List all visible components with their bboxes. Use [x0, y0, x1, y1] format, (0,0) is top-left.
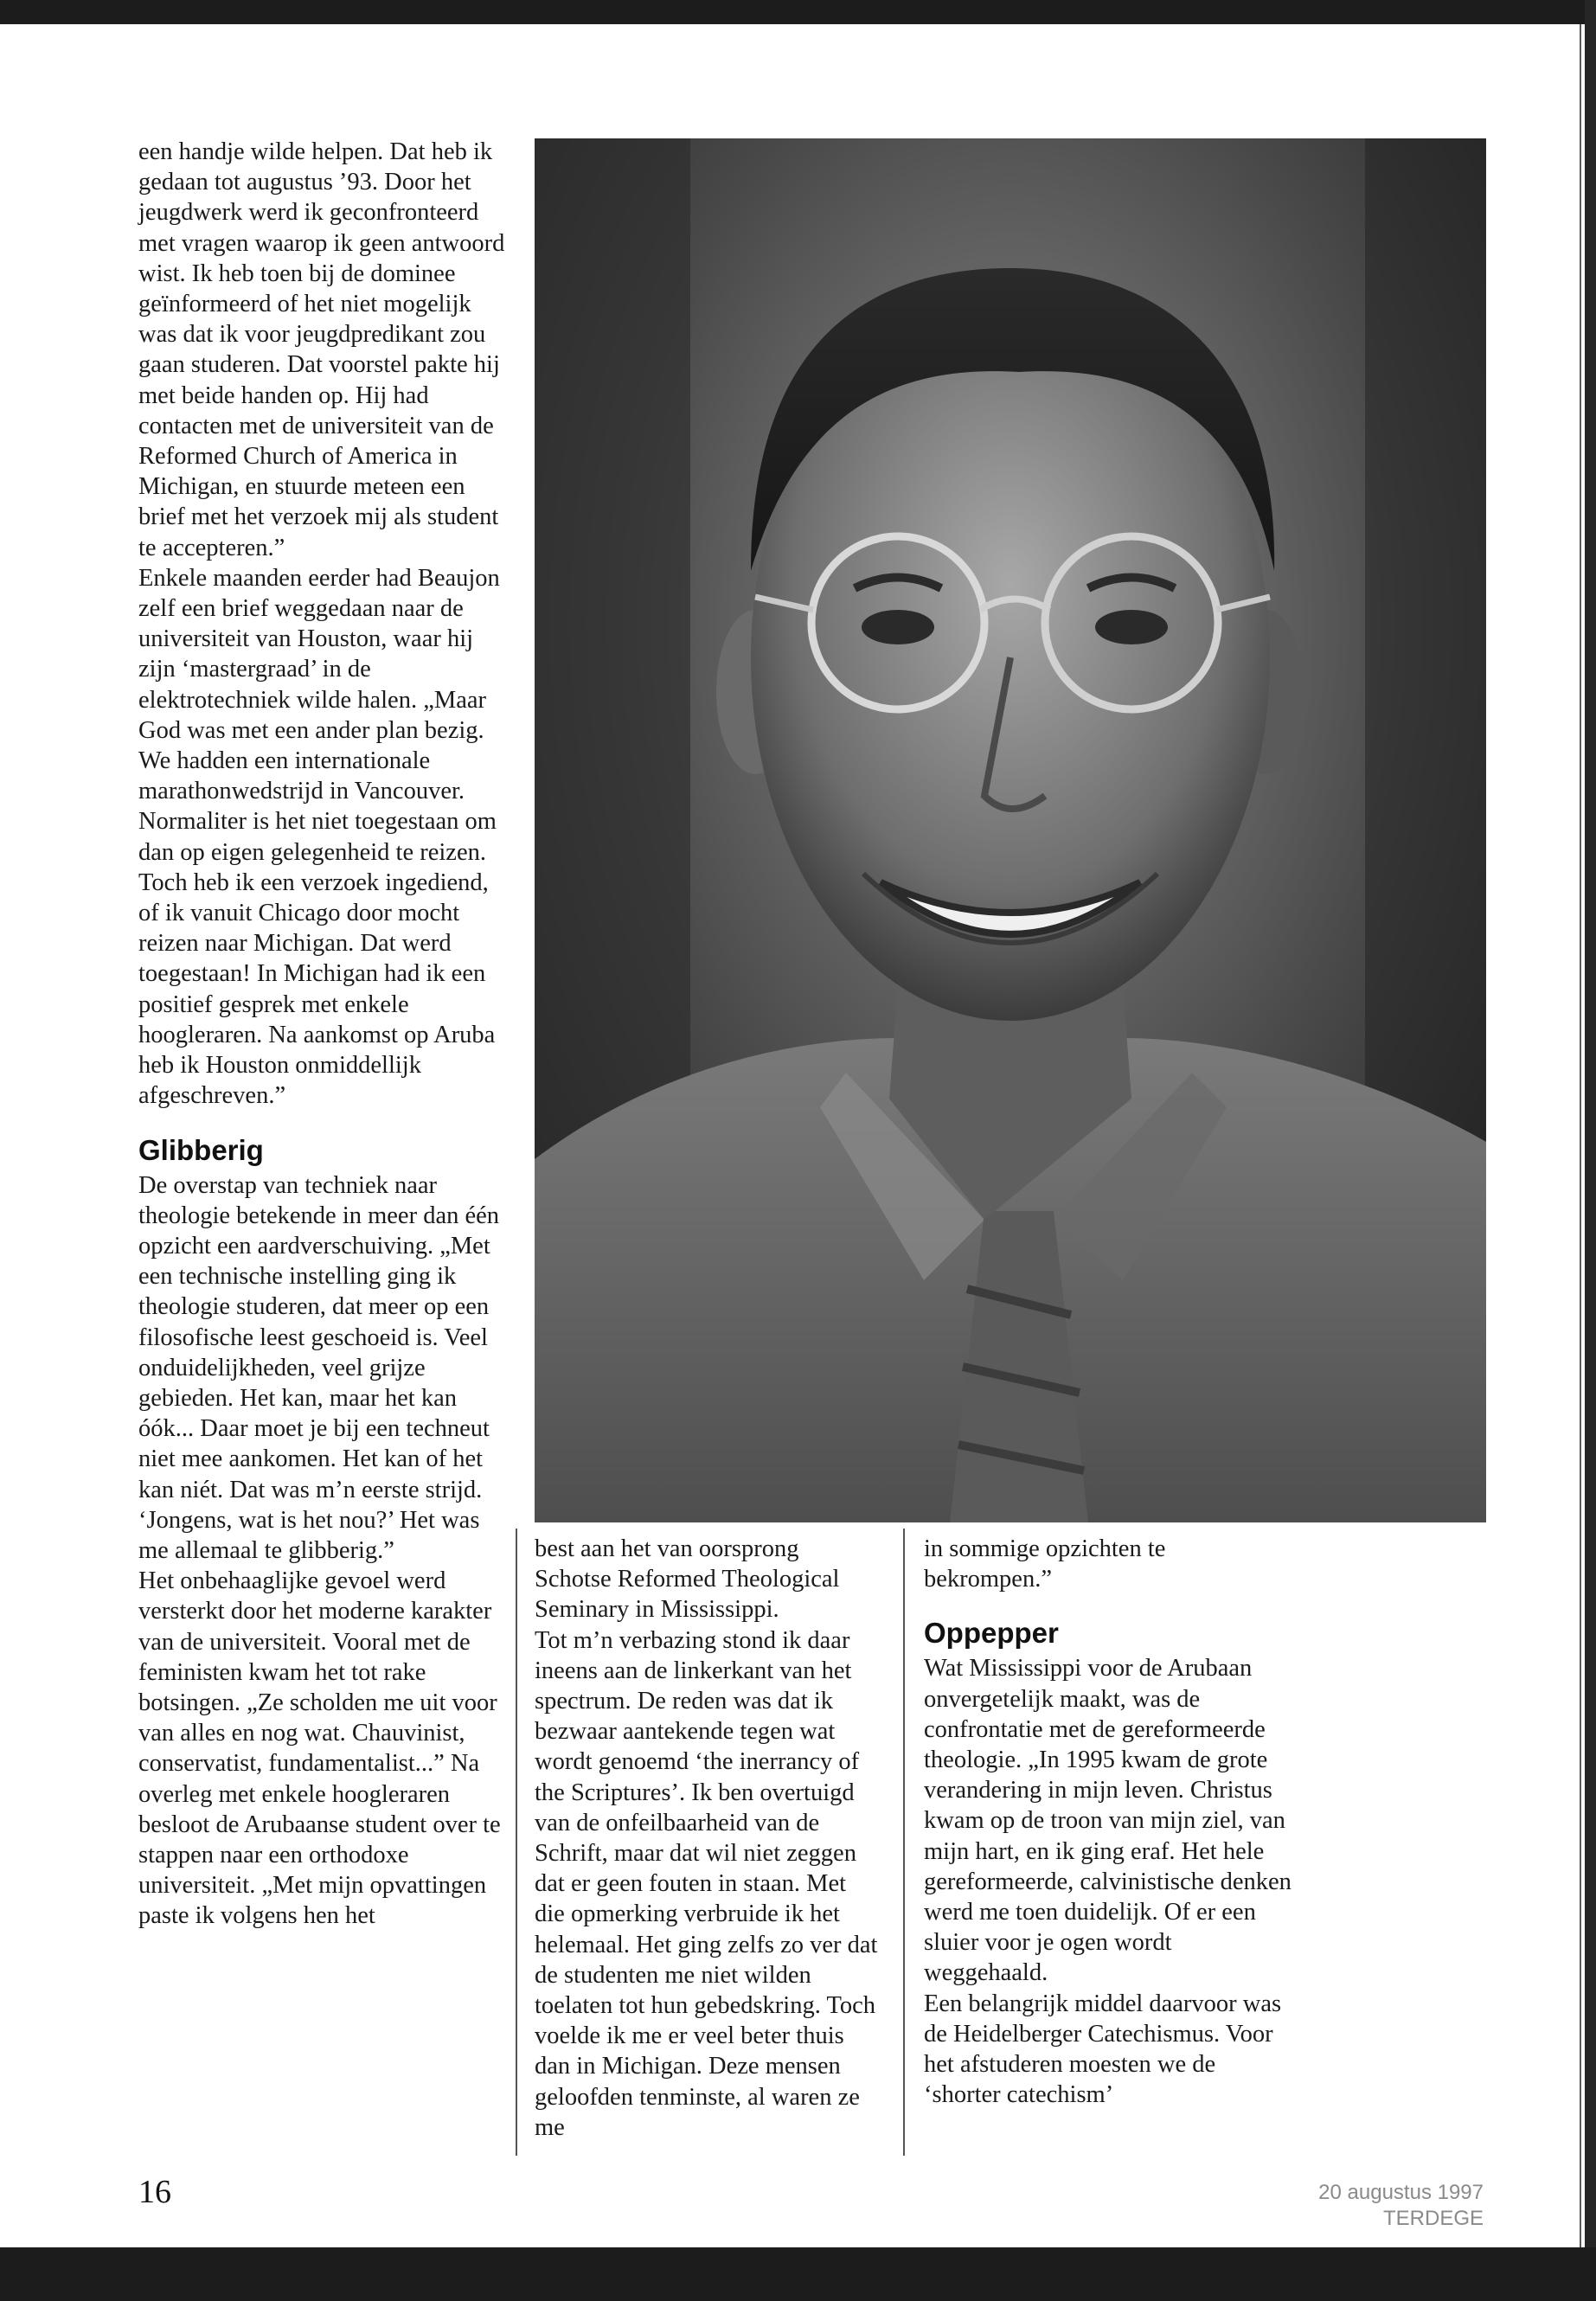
scan-border-bottom — [0, 2247, 1596, 2301]
body-paragraph: Tot m’n verbazing stond ik daar ineens aan de linkerkant van het spectrum. De reden was dat ik bezwaar aantekende tegen wat wordt genoemd ‘the inerrancy of the Scriptures’. Ik ben overtuigd van de onfeilbaarheid van de Schrift, maar dat wil niet zeggen dat er geen fouten in staan. Met die opmerking verbruide ik het helemaal. Het ging zelfs zo ver dat de studenten me niet wilden toelaten tot hun gebedskring. Toch voelde ik me er veel beter thuis dan in Michigan. Deze mensen geloofden tenminste, al waren ze me — [535, 1626, 878, 2141]
body-paragraph: best aan het van oorsprong Schotse Reformed Theological Seminary in Mississippi. — [535, 1535, 840, 1624]
body-paragraph: in sommige opzichten te bekrompen.” — [924, 1535, 1166, 1593]
column-divider — [516, 1529, 517, 2156]
scan-border-top — [0, 0, 1596, 24]
body-paragraph: Het onbehaaglijke gevoel werd versterkt door het moderne karakter van de universiteit. Vooral met de feministen kwam het tot rake botsingen. „Ze scholden me uit voor van alles en nog wat. Chauvinist, conservatist, fundamentalist...” Na overleg met enkele hoogleraren besloot de Arubaanse student over te stappen naar een orthodoxe universiteit. „Met mijn opvattingen paste ik volgens hen het — [138, 1567, 501, 1930]
body-paragraph: Wat Mississippi voor de Arubaan onvergetelijk maakt, was de confrontatie met de gereformeerde theologie. „In 1995 kwam de grote verandering in mijn leven. Christus kwam op de troon van mijn ziel, van mijn hart, en ik ging eraf. Het hele gereformeerde, calvinistische denken werd me toen duidelijk. Of er een sluier voor je ogen wordt weggehaald. — [924, 1655, 1292, 1987]
body-paragraph: een handje wilde helpen. Dat heb ik gedaan tot augustus ’93. Door het jeugdwerk werd ik geconfronteerd met vragen waarop ik geen antwoord wist. Ik heb toen bij de dominee geïnformeerd of het niet mogelijk was dat ik voor jeugdpredikant zou gaan studeren. Dat voorstel pakte hij met beide handen op. Hij had contacten met de universiteit van de Reformed Church of America in Michigan, en stuurde meteen een brief met het verzoek mij als student te accepteren.” — [138, 138, 505, 561]
page-number: 16 — [138, 2174, 171, 2210]
column-divider — [903, 1529, 905, 2156]
article-column-middle — [535, 1534, 881, 2143]
portrait-photo — [535, 138, 1486, 1522]
publication-date-footer: 20 augustus 1997 TERDEGE — [1318, 2181, 1484, 2230]
article-column-right — [924, 1534, 1292, 2110]
section-heading-oppepper: Oppepper — [924, 1617, 1059, 1650]
scan-edge-line — [1580, 24, 1581, 2247]
body-paragraph: Enkele maanden eerder had Beaujon zelf een brief weggedaan naar de universiteit van Houston, waar hij zijn ‘mastergraad’ in de elektrotechniek wilde halen. „Maar God was met een ander plan bezig. We hadden een internationale marathonwedstrijd in Vancouver. Normaliter is het niet toegestaan om dan op eigen gelegenheid te reizen. Toch heb ik een verzoek ingediend, of ik vanuit Chicago door mocht reizen naar Michigan. Dat werd toegestaan! In Michigan had ik een positief gesprek met enkele hoogleraren. Na aankomst op Aruba heb ik Houston onmiddellijk afgeschreven.” — [138, 564, 500, 1110]
scan-border-right — [1585, 0, 1596, 2301]
body-paragraph: Een belangrijk middel daarvoor was de Heidelberger Catechismus. Voor het afstuderen moesten we de ‘shorter catechism’ — [924, 1990, 1282, 2109]
body-paragraph: De overstap van techniek naar theologie betekende in meer dan één opzicht een aardverschuiving. „Met een technische instelling ging ik theologie studeren, dat meer op een filosofische leest geschoeid is. Veel onduidelijkheden, veel grijze gebieden. Het kan, maar het kan óók... Daar moet je bij een techneut niet mee aankomen. Het kan of het kan niét. Dat was m’n eerste strijd. ‘Jongens, wat is het nou?’ Het was me allemaal te glibberig.” — [138, 1171, 500, 1564]
section-heading-glibberig: Glibberig — [138, 1133, 264, 1166]
portrait-illustration — [535, 138, 1486, 1522]
article-column-left — [138, 137, 510, 1932]
